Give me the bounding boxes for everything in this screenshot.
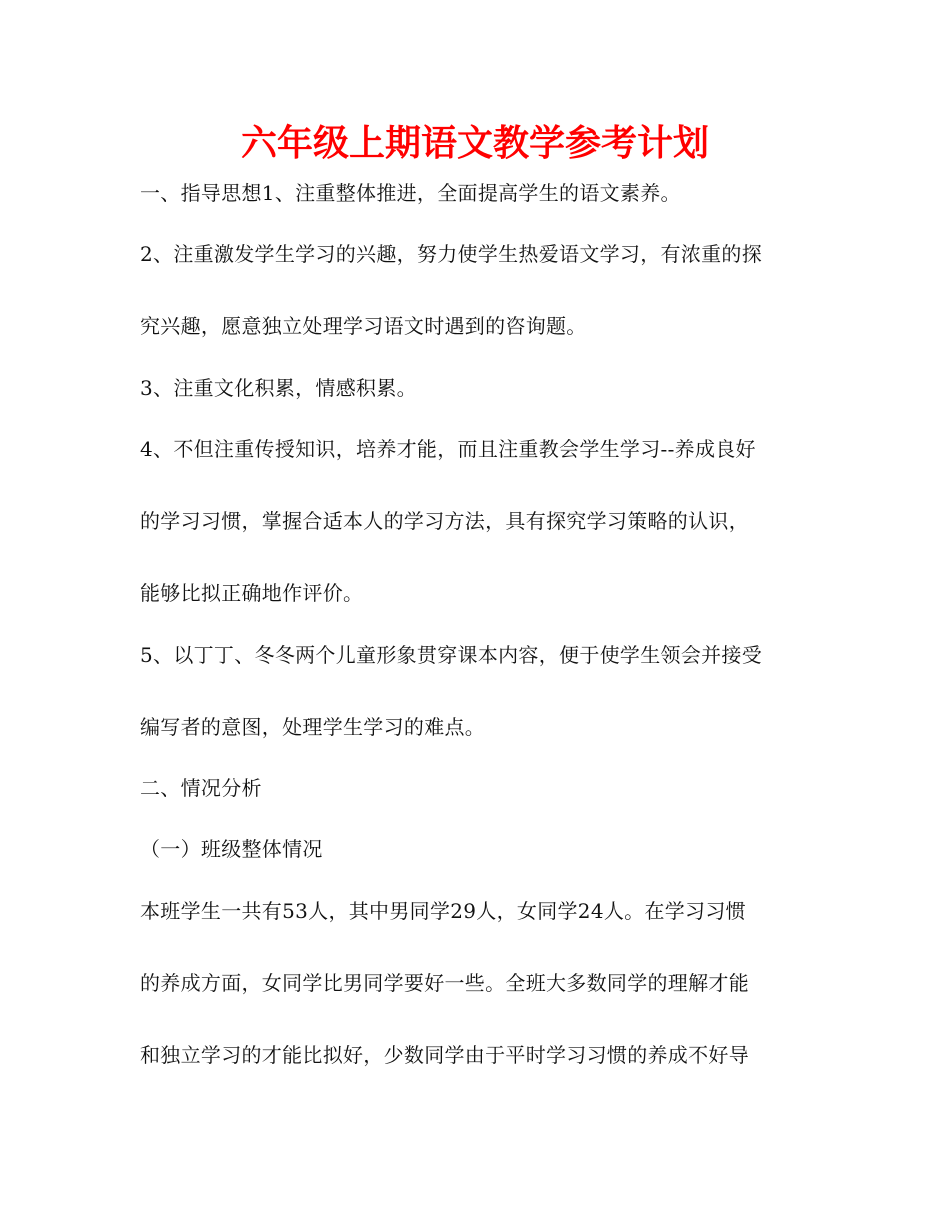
- paragraph-line: 究兴趣，愿意独立处理学习语文时遇到的咨询题。: [140, 314, 587, 338]
- paragraph-line: 4、不但注重传授知识，培养才能，而且注重教会学生学习--养成良好: [140, 437, 756, 461]
- subsection-heading: （一）班级整体情况: [140, 837, 323, 861]
- paragraph-line: 的学习习惯，掌握合适本人的学习方法，具有探究学习策略的认识，: [140, 509, 749, 533]
- paragraph-line: 的养成方面，女同学比男同学要好一些。全班大多数同学的理解才能: [140, 971, 749, 995]
- document-title: 六年级上期语文教学参考计划: [240, 123, 709, 164]
- paragraph-line: 本班学生一共有53人，其中男同学29人，女同学24人。在学习习惯: [140, 899, 746, 923]
- paragraph-line: 和独立学习的才能比拟好，少数同学由于平时学习习惯的养成不好导: [140, 1043, 749, 1067]
- paragraph-line: 2、注重激发学生学习的兴趣，努力使学生热爱语文学习，有浓重的探: [140, 242, 763, 266]
- paragraph-line: 一、指导思想1、注重整体推进，全面提高学生的语文素养。: [140, 181, 681, 205]
- paragraph-line: 3、注重文化积累，情感积累。: [140, 376, 417, 400]
- paragraph-line: 5、以丁丁、冬冬两个儿童形象贯穿课本内容，便于使学生领会并接受: [140, 643, 763, 667]
- paragraph-line: 编写者的意图，处理学生学习的难点。: [140, 715, 486, 739]
- section-heading: 二、情况分析: [140, 776, 262, 800]
- paragraph-line: 能够比拟正确地作评价。: [140, 581, 364, 605]
